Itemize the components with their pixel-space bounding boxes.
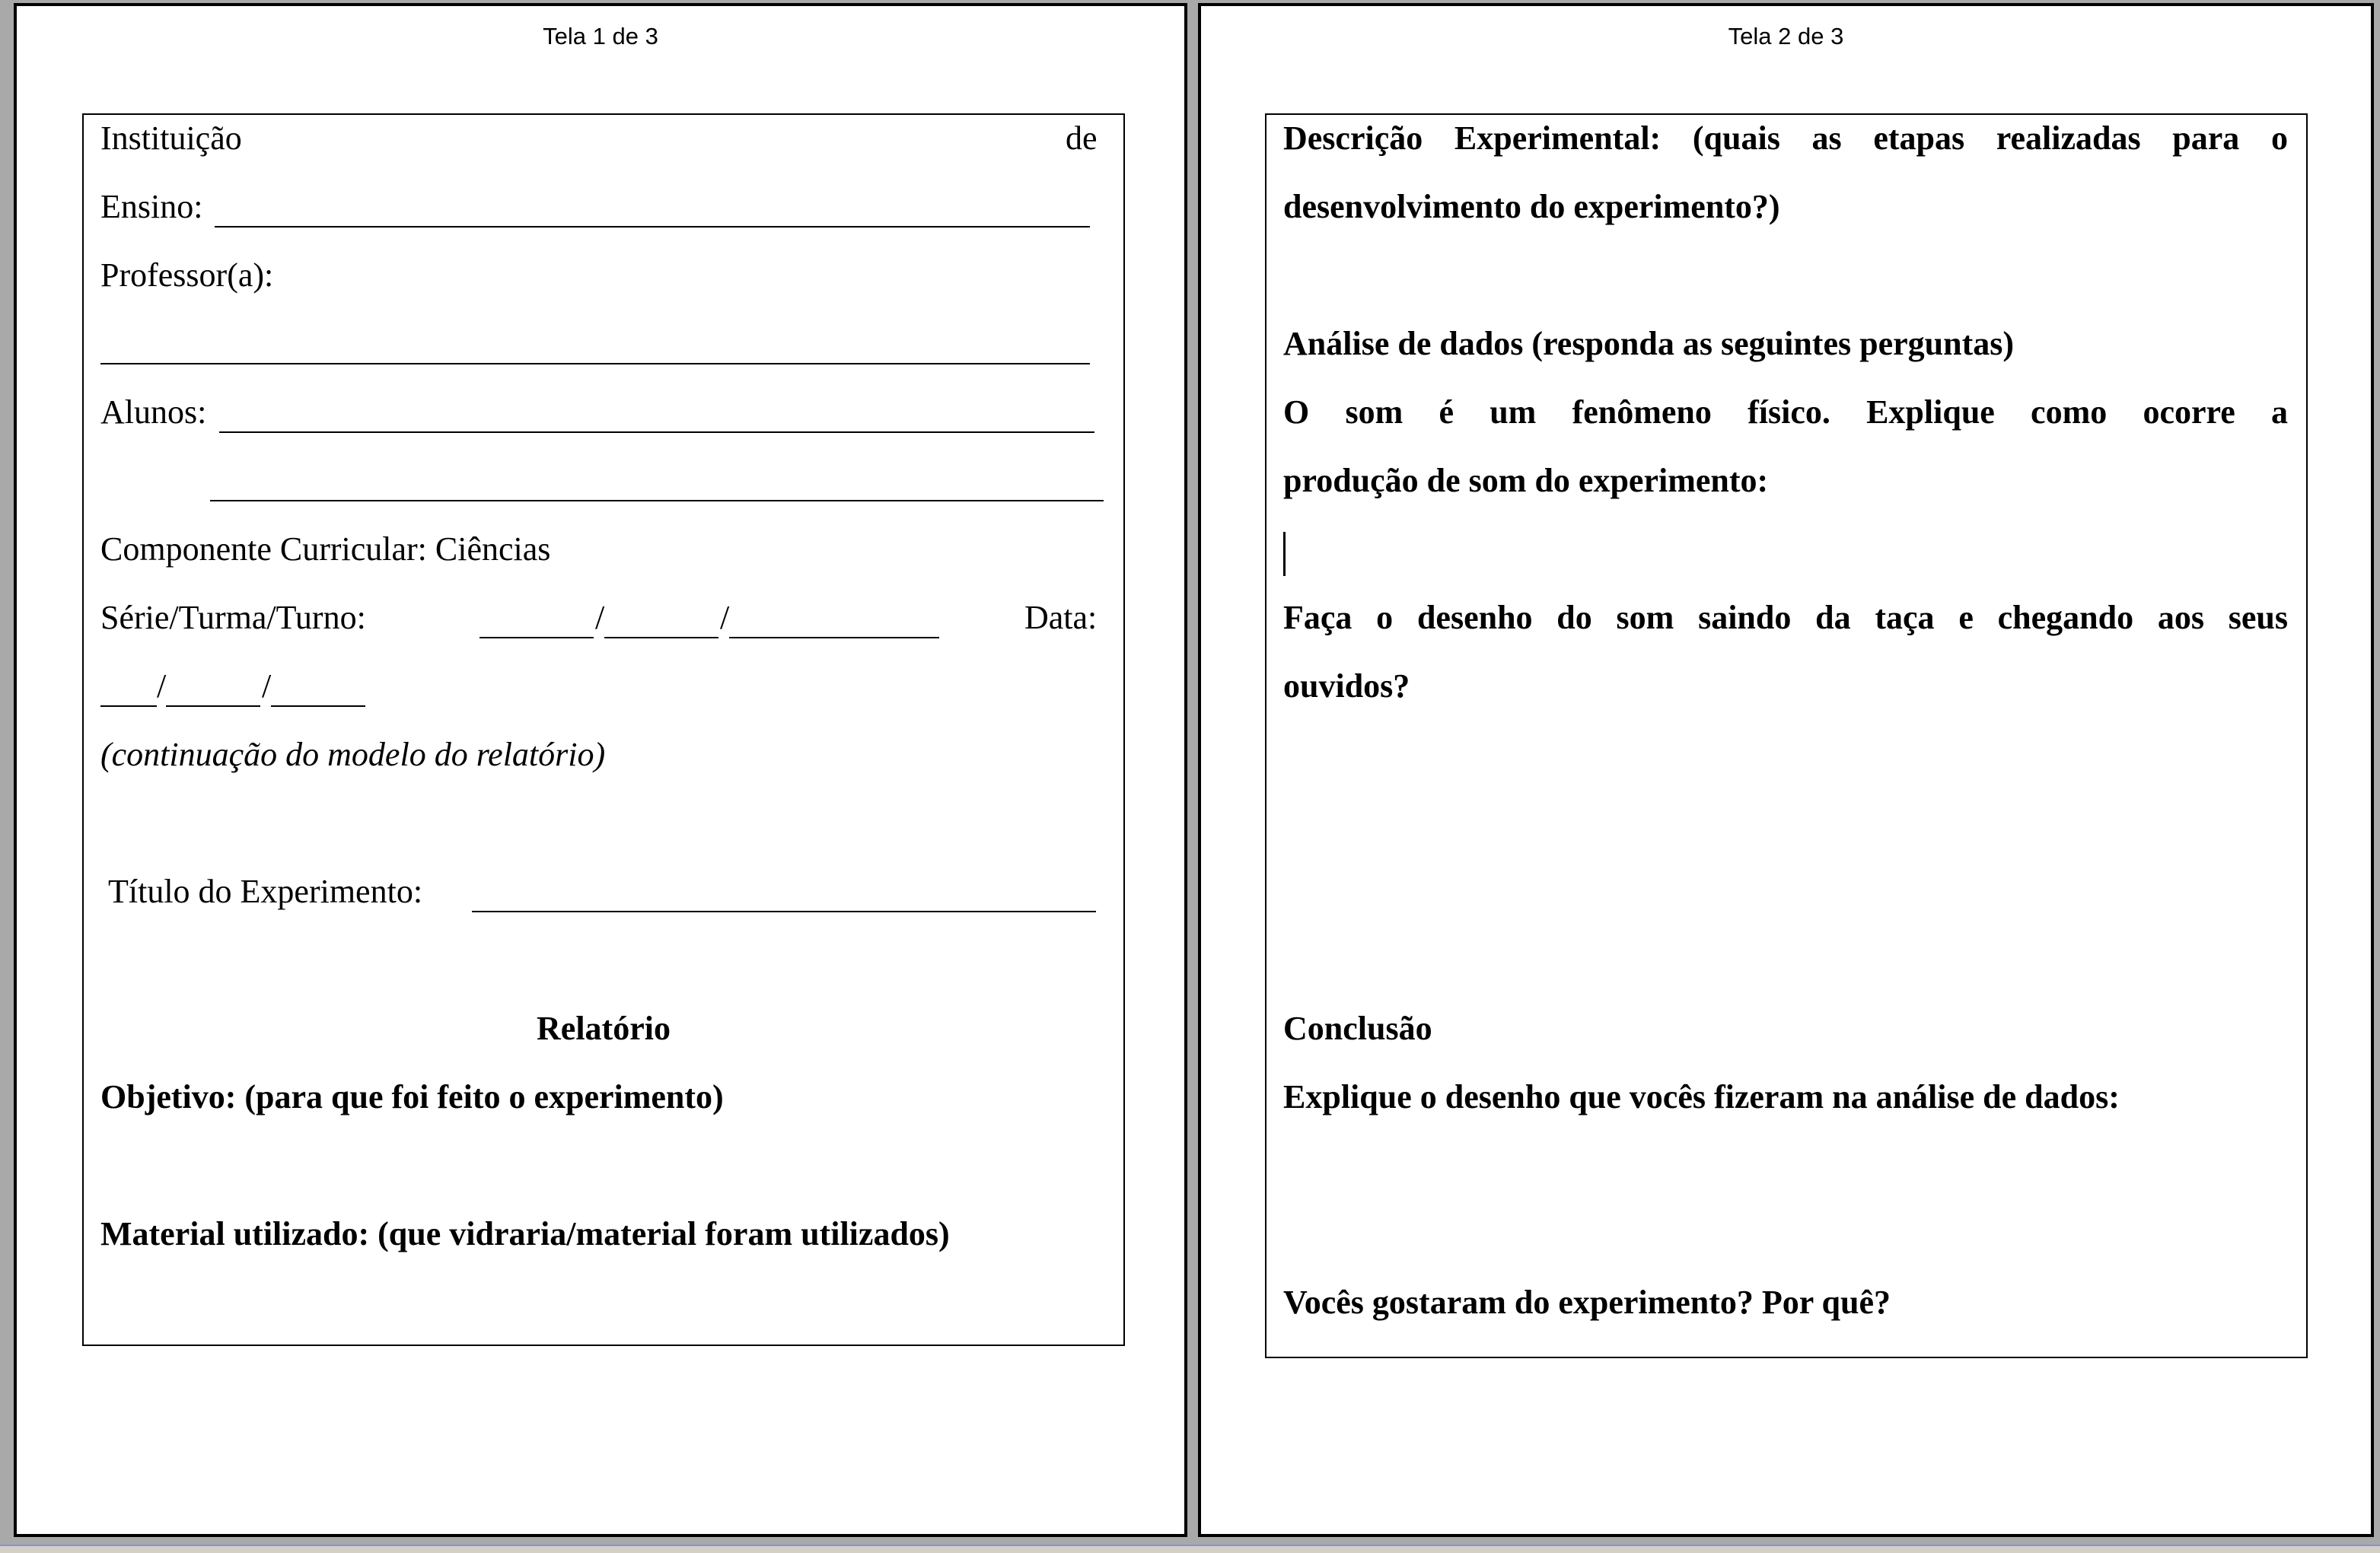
serie-blank-1 — [480, 637, 594, 638]
serie-slash-2: / — [720, 599, 730, 636]
report-body-box — [1265, 113, 2308, 1358]
page-label: Tela 2 de 3 — [1728, 23, 1844, 49]
professor-line — [100, 363, 1090, 364]
date-slash-2: / — [262, 667, 272, 705]
date-blank-day — [100, 705, 157, 707]
serie-label: Série/Turma/Turno: — [100, 599, 366, 636]
ensino-line — [215, 226, 1090, 228]
document-page-2 — [1198, 3, 2374, 1537]
explique-question: Explique o desenho que vocês fizeram na análise de dados: — [1283, 1078, 2120, 1115]
document-page-1 — [14, 3, 1187, 1537]
som-line-2: produção de som do experimento: — [1283, 462, 1769, 499]
titulo-line — [472, 911, 1096, 912]
som-line-1: O som é um fenômeno físico. Explique como ocorre a — [1283, 393, 2288, 431]
report-header-box — [82, 113, 1125, 1346]
date-slash-1: / — [157, 667, 167, 705]
institution-de: de — [1066, 119, 1098, 157]
relatorio-heading: Relatório — [537, 1010, 671, 1047]
date-blank-year — [271, 705, 365, 707]
alunos-line-1 — [219, 431, 1094, 433]
date-blank-month — [166, 705, 260, 707]
serie-blank-3 — [729, 637, 939, 638]
gostaram-question: Vocês gostaram do experimento? Por quê? — [1283, 1284, 1891, 1321]
componente-curricular: Componente Curricular: Ciências — [100, 530, 551, 568]
serie-blank-2 — [604, 637, 718, 638]
institution-label: Instituição — [100, 119, 242, 157]
professor-label: Professor(a): — [100, 256, 274, 294]
page-label: Tela 1 de 3 — [543, 23, 658, 49]
data-label: Data: — [1024, 599, 1098, 636]
window-bottom-edge — [0, 1545, 2380, 1553]
alunos-label: Alunos: — [100, 393, 207, 431]
ensino-label: Ensino: — [100, 188, 203, 225]
conclusao-heading: Conclusão — [1283, 1010, 1432, 1047]
text-cursor[interactable] — [1283, 532, 1286, 576]
descricao-line-2: desenvolvimento do experimento?) — [1283, 188, 1780, 225]
alunos-line-2 — [210, 500, 1104, 501]
material-heading: Material utilizado: (que vidraria/material foram utilizados) — [100, 1215, 950, 1252]
analise-heading: Análise de dados (responda as seguintes perguntas) — [1283, 325, 2015, 362]
objetivo-heading: Objetivo: (para que foi feito o experimento) — [100, 1078, 724, 1115]
desenho-line-1: Faça o desenho do som saindo da taça e chegando aos seus — [1283, 599, 2288, 636]
titulo-label: Título do Experimento: — [108, 873, 423, 910]
serie-slash-1: / — [595, 599, 605, 636]
descricao-line-1: Descrição Experimental: (quais as etapas realizadas para o — [1283, 119, 2288, 157]
continuacao-note: (continuação do modelo do relatório) — [100, 736, 606, 773]
desenho-line-2: ouvidos? — [1283, 667, 1410, 705]
